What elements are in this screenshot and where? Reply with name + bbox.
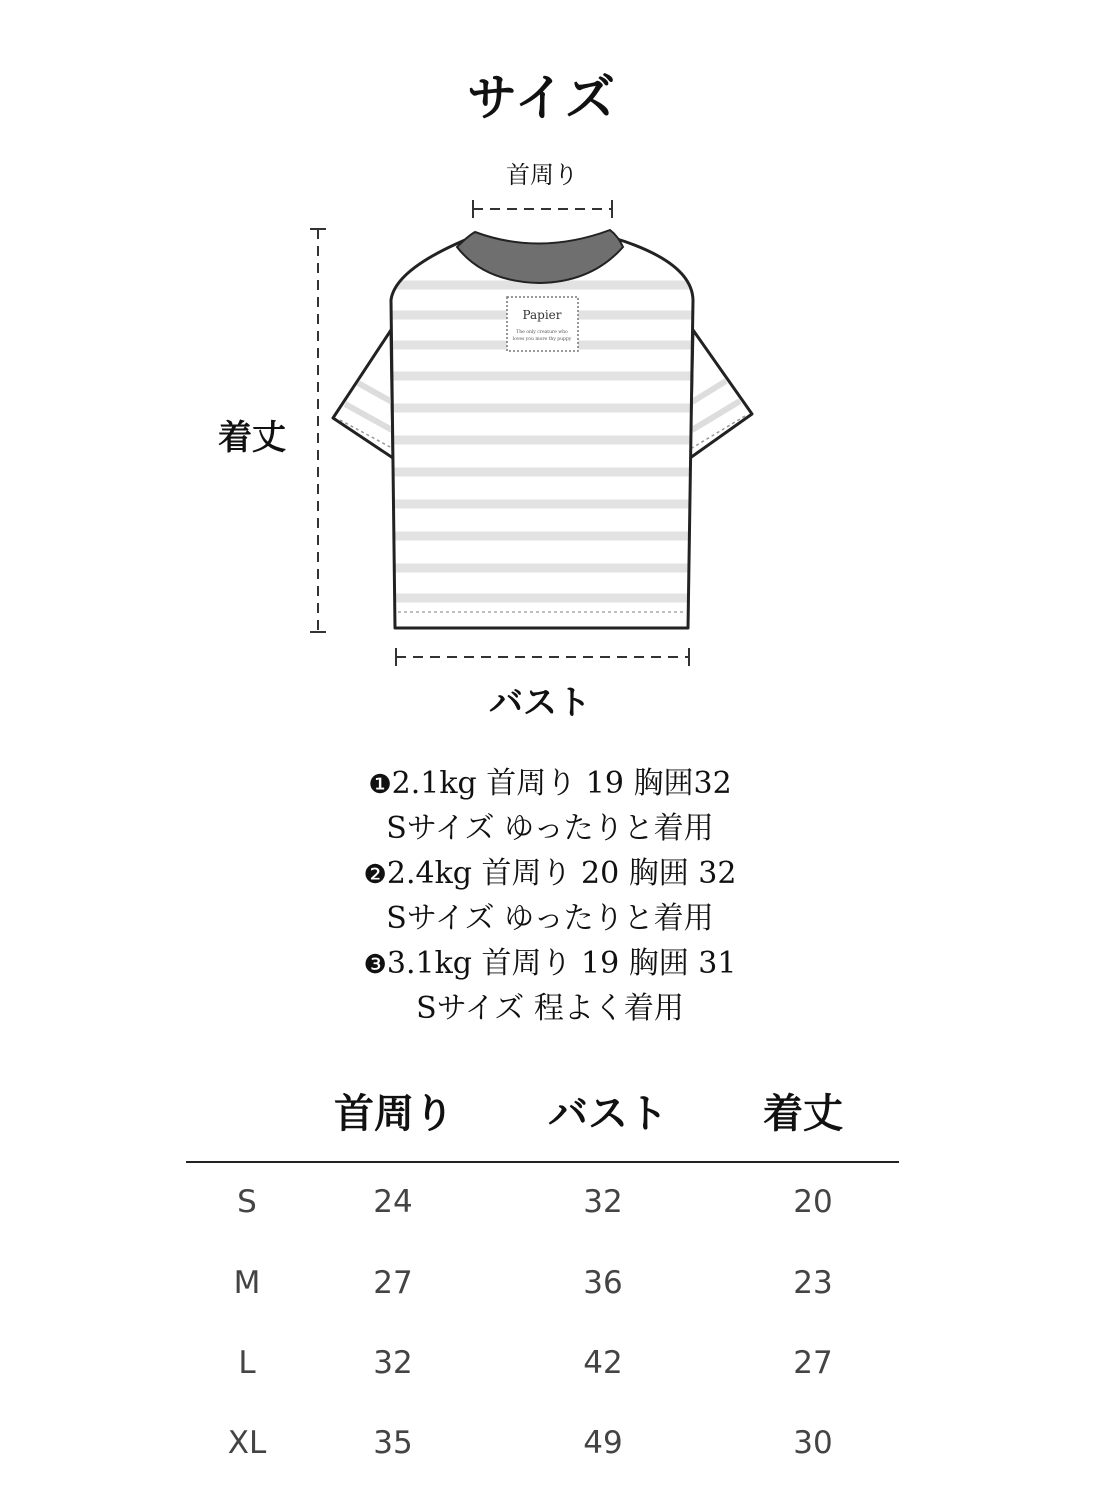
bust-cell: 36 [583,1265,623,1301]
garment-tag [507,297,578,351]
note-line [250,987,850,1032]
note-mark: ❷ [363,860,387,890]
note-text: Sサイズ ゆったりと着用 [386,811,714,846]
neck-label: 首周り [506,161,578,189]
note-text: Sサイズ ゆったりと着用 [386,901,714,936]
neck-cell: 35 [373,1425,413,1461]
table-header-length: 着丈 [763,1091,843,1137]
tag-line-2: loves you more thy puppy [512,337,572,342]
bust-label: バスト [489,683,591,723]
size-cell: M [233,1265,261,1301]
tag-brand: Papier [522,308,562,322]
note-text: 2.1kg 首周り 19 胸囲32 [391,766,732,801]
note-text: Sサイズ 程よく着用 [416,991,684,1026]
tag-line-1: The only creature who [516,330,568,335]
note-text: 3.1kg 首周り 19 胸囲 31 [386,946,737,981]
note-line [250,942,850,987]
length-label: 着丈 [218,418,286,458]
page-title: サイズ [467,69,616,127]
left-sleeve [333,330,393,458]
tshirt-diagram [0,0,1103,720]
length-cell: 30 [793,1425,833,1461]
size-cell: L [238,1345,256,1381]
bust-measure-line [396,648,689,666]
neck-cell: 32 [373,1345,413,1381]
bust-cell: 49 [583,1425,623,1461]
neck-cell: 27 [373,1265,413,1301]
length-cell: 20 [793,1184,833,1220]
table-header-neck: 首周り [334,1091,454,1137]
right-sleeve [690,330,752,458]
note-line [250,762,850,807]
length-measure-line [310,229,326,632]
note-mark: ❸ [363,950,387,980]
neck-cell: 24 [373,1184,413,1220]
length-cell: 23 [793,1265,833,1301]
table-header-bust: バスト [548,1091,668,1137]
fitting-notes [250,762,850,1032]
length-cell: 27 [793,1345,833,1381]
neck-measure-line [473,200,612,218]
note-line [250,897,850,942]
note-text: 2.4kg 首周り 20 胸囲 32 [386,856,737,891]
note-line [250,852,850,897]
size-cell: S [237,1184,257,1220]
table-header-rule [186,1161,899,1163]
bust-cell: 32 [583,1184,623,1220]
size-cell: XL [227,1425,267,1461]
note-mark: ❶ [368,770,392,800]
note-line [250,807,850,852]
bust-cell: 42 [583,1345,623,1381]
